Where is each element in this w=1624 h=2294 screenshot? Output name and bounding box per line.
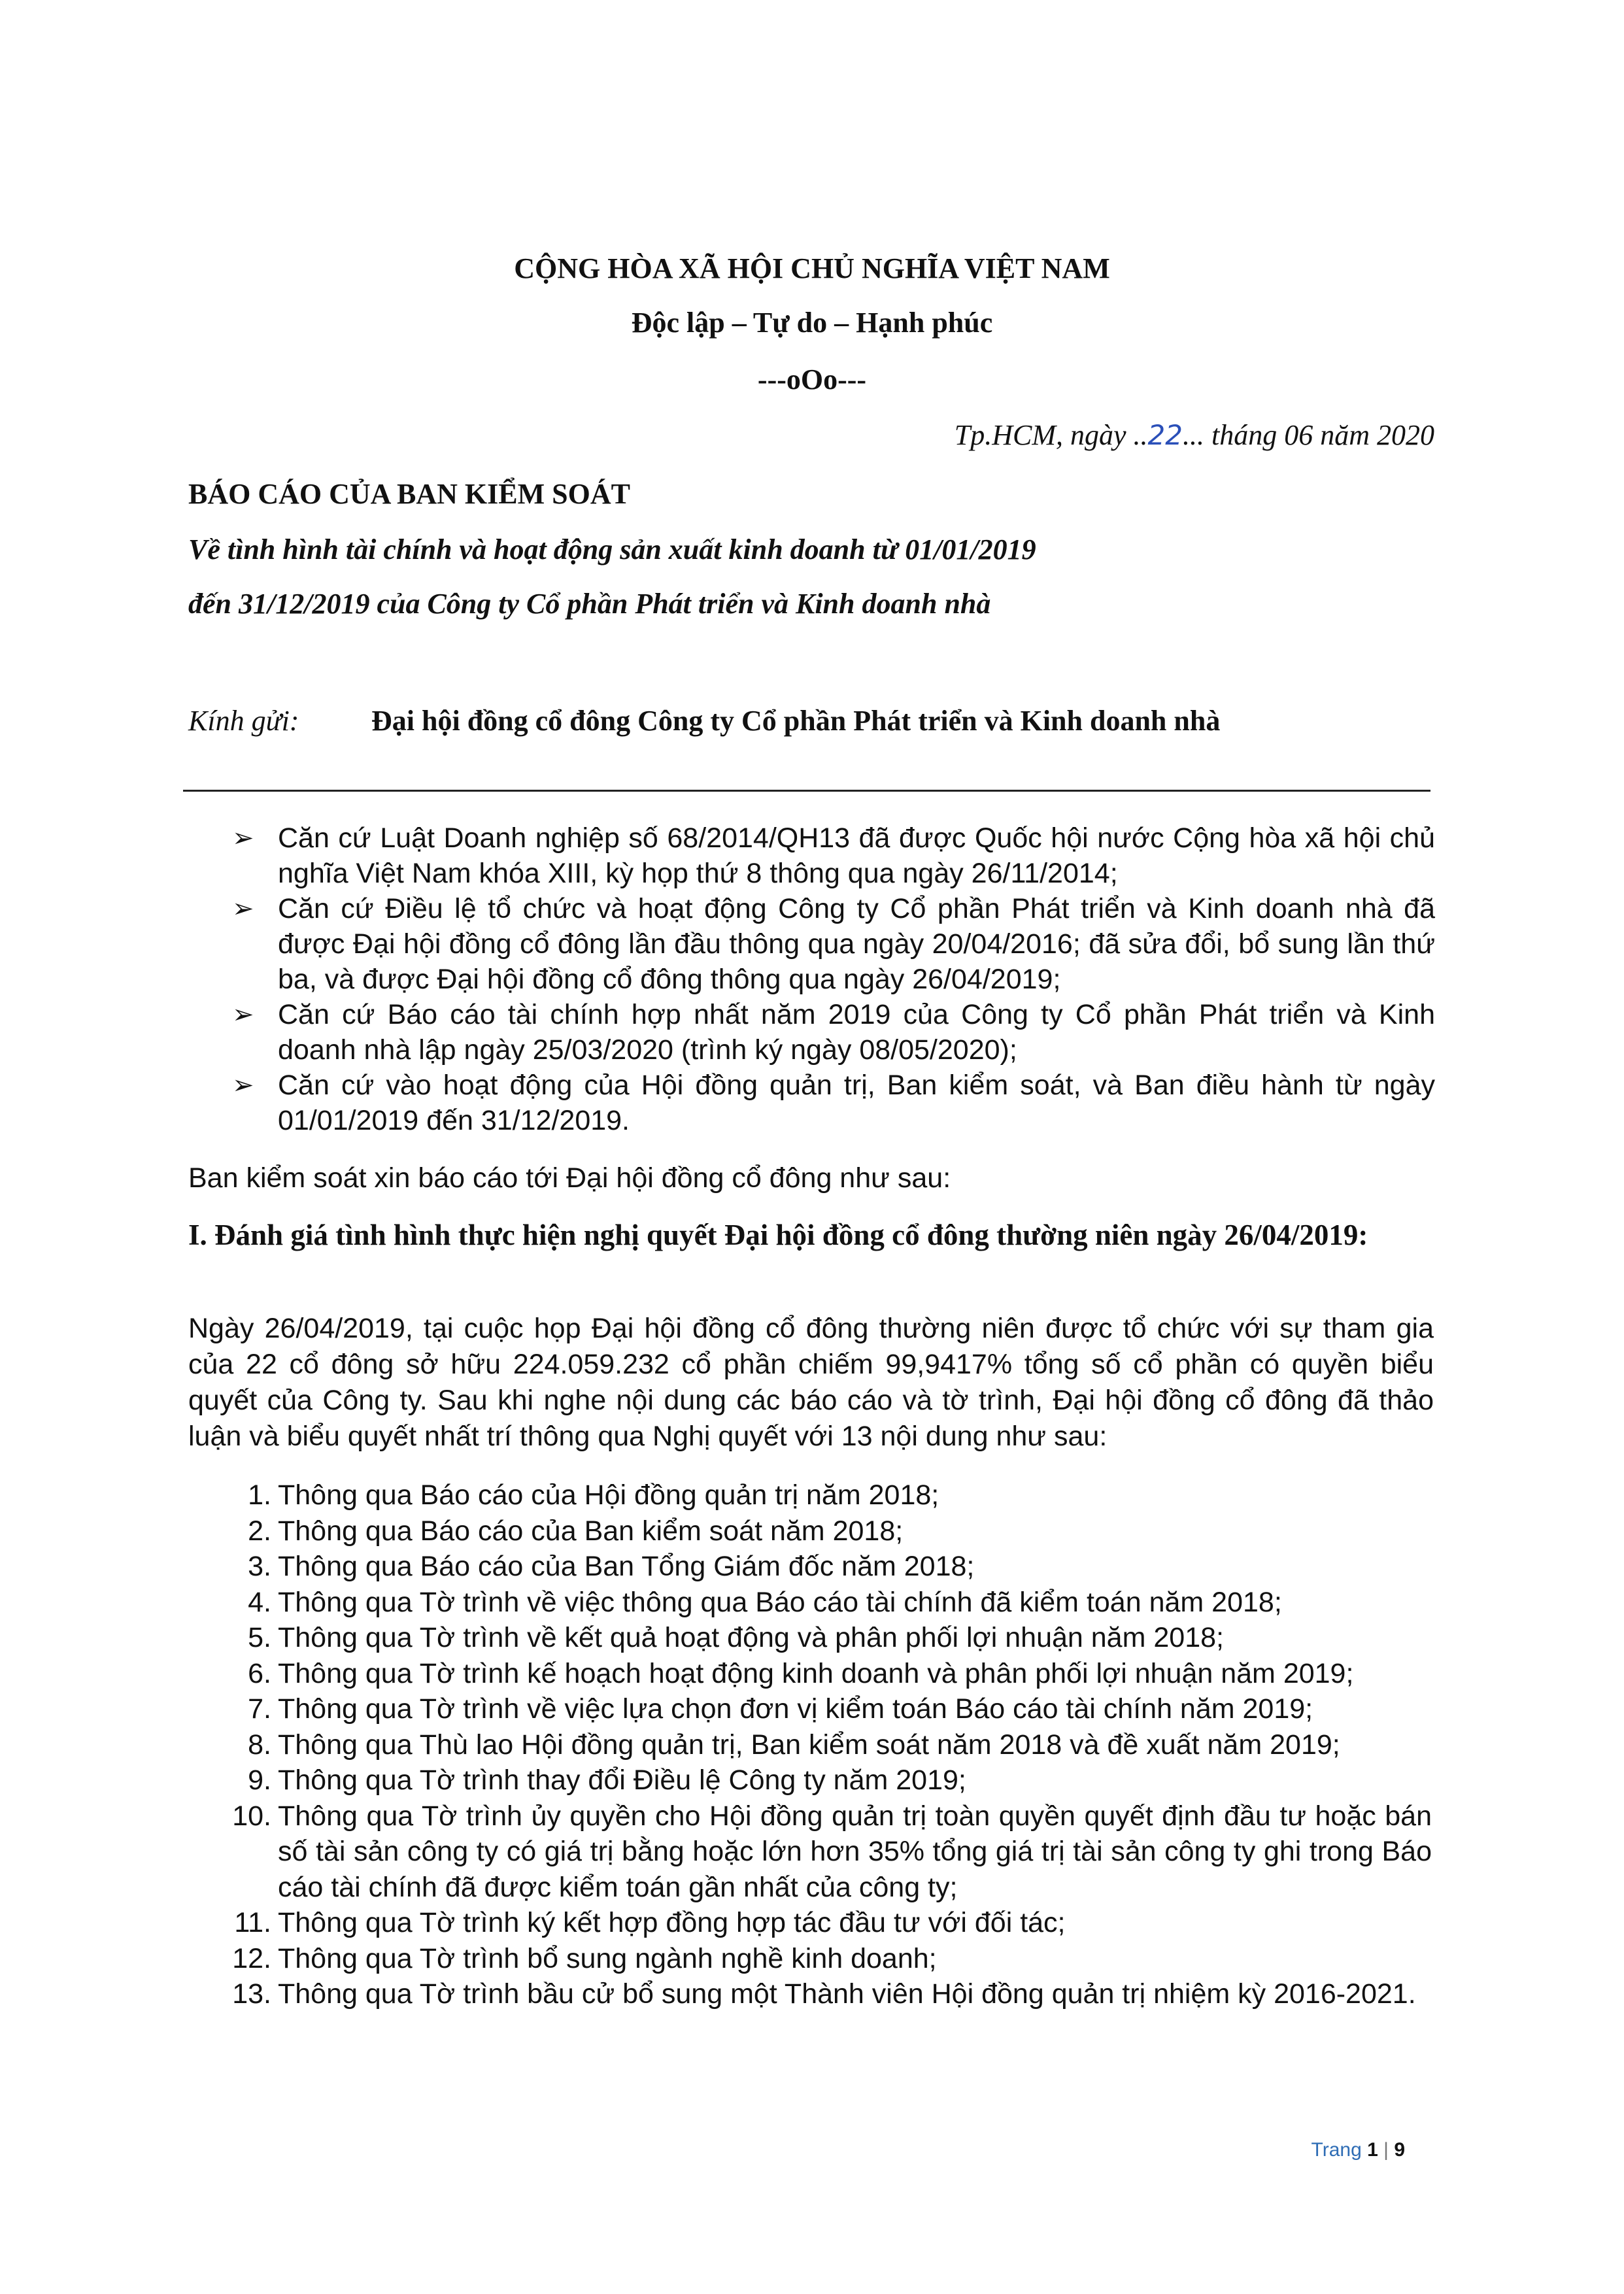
list-item-number: 8. <box>248 1729 271 1761</box>
report-subtitle-line2: đến 31/12/2019 của Công ty Cổ phần Phát triển và Kinh doanh nhà <box>188 588 991 620</box>
legal-basis-item <box>232 1068 1435 1138</box>
country-heading: CỘNG HÒA XÃ HỘI CHỦ NGHĨA VIỆT NAM <box>514 252 1110 284</box>
legal-basis-text: Căn cứ vào hoạt động của Hội đồng quản trị, Ban kiểm soát, và Ban điều hành từ ngày 01/01/2019 đến 31/12/2019. <box>278 1070 1435 1136</box>
list-item-text: Thông qua Tờ trình về việc thông qua Báo cáo tài chính đã kiểm toán năm 2018; <box>278 1586 1282 1618</box>
list-item-number: 1. <box>248 1479 271 1511</box>
list-item <box>222 1656 1432 1692</box>
separator-line <box>183 790 1430 792</box>
arrow-bullet-icon: ➢ <box>232 1000 254 1029</box>
report-title: BÁO CÁO CỦA BAN KIỂM SOÁT <box>188 478 630 510</box>
list-item-number: 2. <box>248 1515 271 1547</box>
list-item-text: Thông qua Tờ trình kế hoạch hoạt động kinh doanh và phân phối lợi nhuận năm 2019; <box>278 1657 1354 1689</box>
list-item-number: 3. <box>248 1551 271 1582</box>
list-item-number: 12. <box>232 1942 271 1974</box>
recipient-label: Kính gửi: <box>188 705 299 737</box>
list-item-number: 13. <box>232 1978 271 2010</box>
section1-heading: I. Đánh giá tình hình thực hiện nghị quyết Đại hội đồng cổ đông thường niên ngày 26/04/2019: <box>188 1219 1368 1251</box>
resolution-list <box>222 1477 1432 2012</box>
arrow-bullet-icon: ➢ <box>232 1071 254 1100</box>
list-item-text: Thông qua Tờ trình về kết quả hoạt động và phân phối lợi nhuận năm 2018; <box>278 1622 1224 1653</box>
arrow-bullet-icon: ➢ <box>232 824 254 852</box>
legal-basis-item <box>232 820 1435 891</box>
section1-paragraph: Ngày 26/04/2019, tại cuộc họp Đại hội đồng cổ đông thường niên được tổ chức với sự tham gia của 22 cổ đông sở hữu 224.059.232 cổ phần chiếm 99,9417% tổng số cổ phần có quyền biểu quyết của Công ty. Sau khi nghe nội dung các báo cáo và tờ trình, Đại hội đồng cổ đông đã thảo luận và biểu quyết nhất trí thông qua Nghị quyết với 13 nội dung như sau: <box>188 1313 1434 1452</box>
list-item <box>222 1691 1432 1727</box>
list-item-number: 7. <box>248 1693 271 1725</box>
dateline-suffix: tháng 06 năm 2020 <box>1204 419 1434 451</box>
intro-text: Ban kiểm soát xin báo cáo tới Đại hội đồng cổ đông như sau: <box>188 1162 951 1194</box>
list-item <box>222 1763 1432 1798</box>
list-item-text: Thông qua Báo cáo của Ban kiểm soát năm 2018; <box>278 1515 904 1547</box>
legal-basis-text: Căn cứ Luật Doanh nghiệp số 68/2014/QH13 đã được Quốc hội nước Cộng hòa xã hội chủ nghĩa Việt Nam khóa XIII, kỳ họp thứ 8 thông qua ngày 26/11/2014; <box>278 822 1435 889</box>
dateline-dots-after: ... <box>1183 419 1204 451</box>
list-item-number: 9. <box>248 1764 271 1796</box>
report-subtitle-line1: Về tình hình tài chính và hoạt động sản xuất kinh doanh từ 01/01/2019 <box>188 533 1036 565</box>
list-item-number: 10. <box>232 1800 271 1832</box>
dateline-dots-before: .. <box>1133 419 1148 451</box>
legal-basis-item <box>232 891 1435 997</box>
list-item <box>222 1798 1432 1906</box>
list-item <box>222 1727 1432 1763</box>
arrow-bullet-icon: ➢ <box>232 894 254 923</box>
header-divider: ---oOo--- <box>757 363 867 396</box>
footer-separator: | <box>1383 2139 1389 2161</box>
list-item <box>222 1513 1432 1549</box>
recipient-value: Đại hội đồng cổ đông Công ty Cổ phần Phát triển và Kinh doanh nhà <box>371 705 1221 737</box>
list-item-number: 5. <box>248 1622 271 1653</box>
list-item <box>222 1620 1432 1656</box>
footer-label: Trang <box>1311 2139 1362 2161</box>
list-item-text: Thông qua Tờ trình thay đổi Điều lệ Công ty năm 2019; <box>278 1764 966 1796</box>
list-item <box>222 1976 1432 2012</box>
list-item-text: Thông qua Tờ trình về việc lựa chọn đơn vị kiểm toán Báo cáo tài chính năm 2019; <box>278 1693 1313 1725</box>
list-item-text: Thông qua Tờ trình bầu cử bổ sung một Thành viên Hội đồng quản trị nhiệm kỳ 2016-2021. <box>278 1978 1416 2010</box>
legal-basis-list <box>232 820 1435 1138</box>
list-item <box>222 1549 1432 1585</box>
list-item-number: 6. <box>248 1657 271 1689</box>
footer-page-total: 9 <box>1394 2139 1405 2161</box>
list-item-text: Thông qua Tờ trình ký kết hợp đồng hợp tác đầu tư với đối tác; <box>278 1907 1066 1938</box>
list-item-number: 4. <box>248 1586 271 1618</box>
list-item <box>222 1905 1432 1941</box>
list-item-text: Thông qua Tờ trình ủy quyền cho Hội đồng quản trị toàn quyền quyết định đầu tư hoặc bán số tài sản công ty có giá trị bằng hoặc lớn hơn 35% tổng giá trị tài sản công ty ghi trong Báo cáo tài chính đã được kiểm toán gần nhất của công ty; <box>278 1800 1432 1903</box>
list-item-number: 11. <box>234 1907 271 1938</box>
legal-basis-text: Căn cứ Báo cáo tài chính hợp nhất năm 2019 của Công ty Cổ phần Phát triển và Kinh doanh nhà lập ngày 25/03/2020 (trình ký ngày 08/05/2020); <box>278 999 1435 1066</box>
dateline <box>955 418 1434 452</box>
list-item-text: Thông qua Báo cáo của Ban Tổng Giám đốc năm 2018; <box>278 1551 975 1582</box>
list-item <box>222 1585 1432 1621</box>
list-item-text: Thông qua Thù lao Hội đồng quản trị, Ban kiểm soát năm 2018 và đề xuất năm 2019; <box>278 1729 1340 1761</box>
legal-basis-item <box>232 997 1435 1068</box>
list-item <box>222 1941 1432 1977</box>
page-footer <box>1311 2139 1405 2161</box>
dateline-prefix: Tp.HCM, ngày <box>954 419 1134 451</box>
footer-page-number: 1 <box>1367 2139 1378 2161</box>
legal-basis-text: Căn cứ Điều lệ tổ chức và hoạt động Công ty Cổ phần Phát triển và Kinh doanh nhà đã được Đại hội đồng cổ đông lần đầu thông qua ngày 20/04/2016; đã sửa đổi, bổ sung lần thứ ba, và được Đại hội đồng cổ đông thông qua ngày 26/04/2019; <box>278 893 1435 995</box>
dateline-day-handwritten: 22 <box>1147 419 1183 451</box>
list-item-text: Thông qua Tờ trình bổ sung ngành nghề kinh doanh; <box>278 1942 937 1974</box>
list-item-text: Thông qua Báo cáo của Hội đồng quản trị năm 2018; <box>278 1479 939 1511</box>
motto-heading: Độc lập – Tự do – Hạnh phúc <box>631 307 993 339</box>
list-item <box>222 1477 1432 1513</box>
